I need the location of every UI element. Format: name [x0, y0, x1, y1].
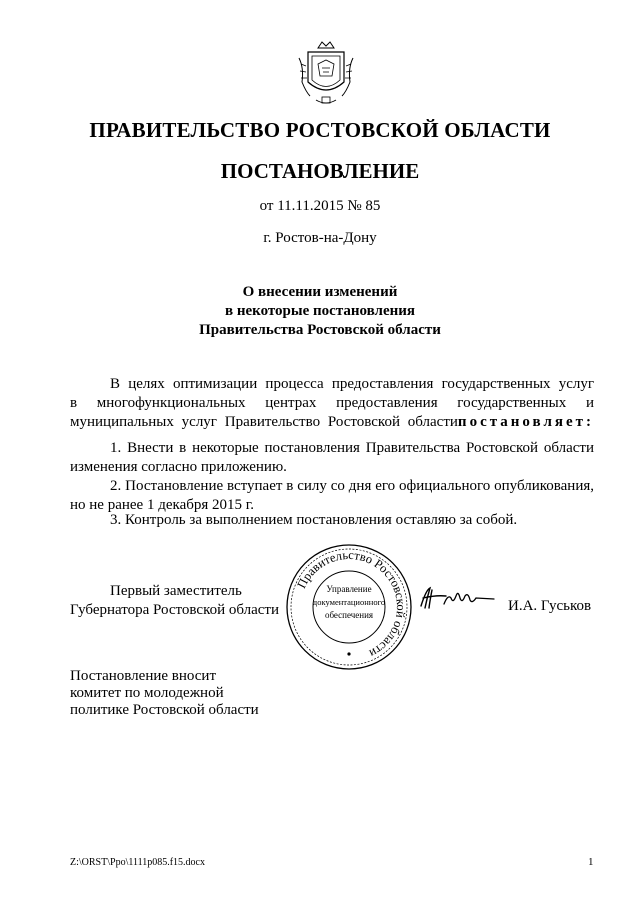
item-1 — [70, 439, 594, 477]
position-line: Губернатора Ростовской области — [70, 602, 280, 618]
subject-line: в некоторые постановления — [224, 303, 416, 319]
coat-of-arms-icon — [296, 38, 356, 108]
intro-line: В целях оптимизации процесса предоставления государственных услуг — [110, 376, 594, 392]
page-number: 1 — [588, 856, 594, 868]
submitted-by-line: Постановление вносит — [70, 668, 217, 684]
organization-title: ПРАВИТЕЛЬСТВО РОСТОВСКОЙ ОБЛАСТИ — [89, 118, 551, 142]
submitted-by-line: комитет по молодежной — [70, 685, 224, 701]
document-date-number: от 11.11.2015 № 85 — [259, 198, 381, 214]
document-type-title: ПОСТАНОВЛЕНИЕ — [220, 159, 420, 183]
submitted-by-line: политике Ростовской области — [70, 702, 259, 718]
intro-line-last — [70, 413, 594, 432]
item-line: изменения согласно приложению. — [70, 459, 287, 475]
signatory-name: И.А. Гуськов — [508, 598, 592, 614]
item-line: 2. Постановление вступает в силу со дня его официального опубликования, — [110, 478, 594, 494]
stamp-ring-text: Правительство Ростовской области — [294, 547, 409, 661]
official-stamp-seal — [284, 542, 414, 672]
intro-paragraph — [70, 375, 594, 432]
subject-line: О внесении изменений — [242, 284, 398, 300]
item-line: 3. Контроль за выполнением постановления оставляю за собой. — [110, 512, 518, 528]
submitted-by-note — [70, 668, 259, 719]
intro-line-text: муниципальных услуг Правительство Ростовской области — [70, 414, 458, 430]
item-3 — [70, 511, 594, 530]
subject-line: Правительства Ростовской области — [199, 322, 441, 338]
intro-line: в многофункциональных центрах предоставления государственных и — [70, 395, 594, 411]
handwritten-signature-icon — [418, 584, 498, 612]
document-subject — [0, 283, 640, 340]
stamp-center-line: Управление — [326, 584, 372, 594]
signatory-position — [70, 582, 279, 620]
item-line: но не ранее 1 декабря 2015 г. — [70, 497, 254, 513]
item-line: 1. Внести в некоторые постановления Правительства Ростовской области — [110, 440, 594, 456]
position-line: Первый заместитель — [110, 583, 242, 599]
document-city: г. Ростов-на-Дону — [263, 230, 377, 246]
stamp-center-line: обеспечения — [324, 610, 374, 620]
decree-word: постановляет: — [457, 414, 594, 430]
stamp-center-line: документационного — [312, 597, 386, 607]
item-2 — [70, 477, 594, 515]
file-path: Z:\ORST\Ppo\1111p085.f15.docx — [70, 857, 205, 868]
